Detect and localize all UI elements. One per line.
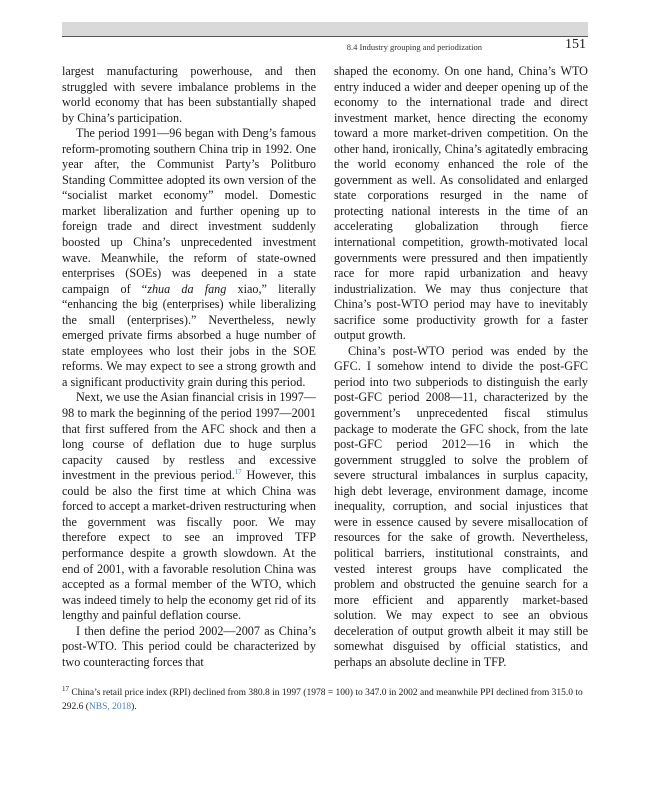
paragraph-post-gfc: China’s post-WTO period was ended by the GFC. I somehow intend to divide the post-GFC period into two subperiods to distinguish the early post-GFC period 2008—11, characterized by the government’s unprecedented fiscal stimulus package to moderate the GFC shock, from the late post-GFC period 2012—16 in which the government struggled to solve the problem of severe structural imbalances in surplus capacity, high debt leverage, environment damage, income inequality, corruption, and social injustices that were in essence caused by severe misallocation of resources for the sake of growth. Nevertheless, political barriers, institutional constraints, and vested interest groups have complicated the problem and obstructed the genuine search for a more efficient and apparently market-based solution. We may expect to see an obvious deceleration of output growth albeit it may still be somewhat disguised by official statistics, and perhaps an absolute decline in TFP. <box>334 343 588 669</box>
header-band <box>62 22 588 36</box>
paragraph-text: However, this could be also the first time at which China was forced to accept a market-driven restructuring when the government was fiscally poor. We may therefore expect to see an improved TFP performance despite a growth slowdown. At the end of 2001, with a favorable resolution China was accepted as a formal member of the WTO, which was indeed timely to help the economy get rid of its lengthy and painful deflation course. <box>62 468 316 623</box>
paragraph-text: The period 1991—96 began with Deng’s famous reform-promoting southern China trip in 1992. One year after, the Communist Party’s Politburo Standing Committee adopted its own version of the “socialist market economy” model. Domestic market liberalization and further opening up to foreign trade and direct investment suddenly boosted up China’s unprecedented investment wave. Meanwhile, the reform of state-owned enterprises (SOEs) was deepened in a state campaign of “ <box>62 126 316 296</box>
page-number: 151 <box>565 37 586 52</box>
footnote-17 <box>62 686 588 714</box>
left-column <box>62 64 316 670</box>
paragraph-period-1991-96 <box>62 126 316 390</box>
paragraph-period-1997-2001 <box>62 390 316 623</box>
italic-term: zhua da fang <box>147 281 227 296</box>
paragraph-continued: shaped the economy. On one hand, China’s WTO entry induced a wider and deeper opening up of the economy to the international trade and direct investment market, hence directing the economy toward a more market-driven competition. On the other hand, ironically, China’s agitatedly embracing the world economy enhanced the role of the government as well. As consolidated and enlarged state corporations resurged in the name of protecting national interests in the time of an accelerating globalization through fierce international competition, growth-motivated local governments were pressured and then impatiently race for more rapid urbanization and heavy industrialization. We may thus conjecture that China’s post-WTO period may have to inevitably sacrifice some productivity growth for a faster output growth. <box>334 64 588 343</box>
footnote-ref-17[interactable]: 17 <box>234 468 242 477</box>
footnote-text: China’s retail price index (RPI) declined from 380.8 in 1997 (1978 = 100) to 347.0 in 2002 and meanwhile PPI declined from 315.0 to 292.6 ( <box>62 688 583 712</box>
paragraph-text: Next, we use the Asian financial crisis in 1997—98 to mark the beginning of the period 1997—2001 that first suffered from the AFC shock and then a long course of deflation due to huge surplus capacity caused by restless and excessive investment in the previous period. <box>62 390 316 483</box>
header-rule <box>62 36 588 37</box>
citation-link[interactable]: NBS, 2018 <box>88 702 132 712</box>
right-column <box>334 64 588 670</box>
paragraph-text: xiao,” literally “enhancing the big (enterprises) while liberalizing the small (enterprises).” Nevertheless, newly emerged private firms absorbed a huge number of state employees who lost their jobs in the SOE reforms. We may expect to see a strong growth and a significant productivity grain during this period. <box>62 281 316 389</box>
footnote-number: 17 <box>62 684 69 693</box>
footnote-text: ). <box>131 702 137 712</box>
running-head: 8.4 Industry grouping and periodization <box>346 42 482 52</box>
paragraph-period-2002-2007: I then define the period 2002—2007 as China’s post-WTO. This period could be characterized by two counteracting forces that <box>62 623 316 669</box>
paragraph-continued: largest manufacturing powerhouse, and then struggled with severe imbalance problems in the world economy that has been substantially shaped by China’s participation. <box>62 64 316 125</box>
